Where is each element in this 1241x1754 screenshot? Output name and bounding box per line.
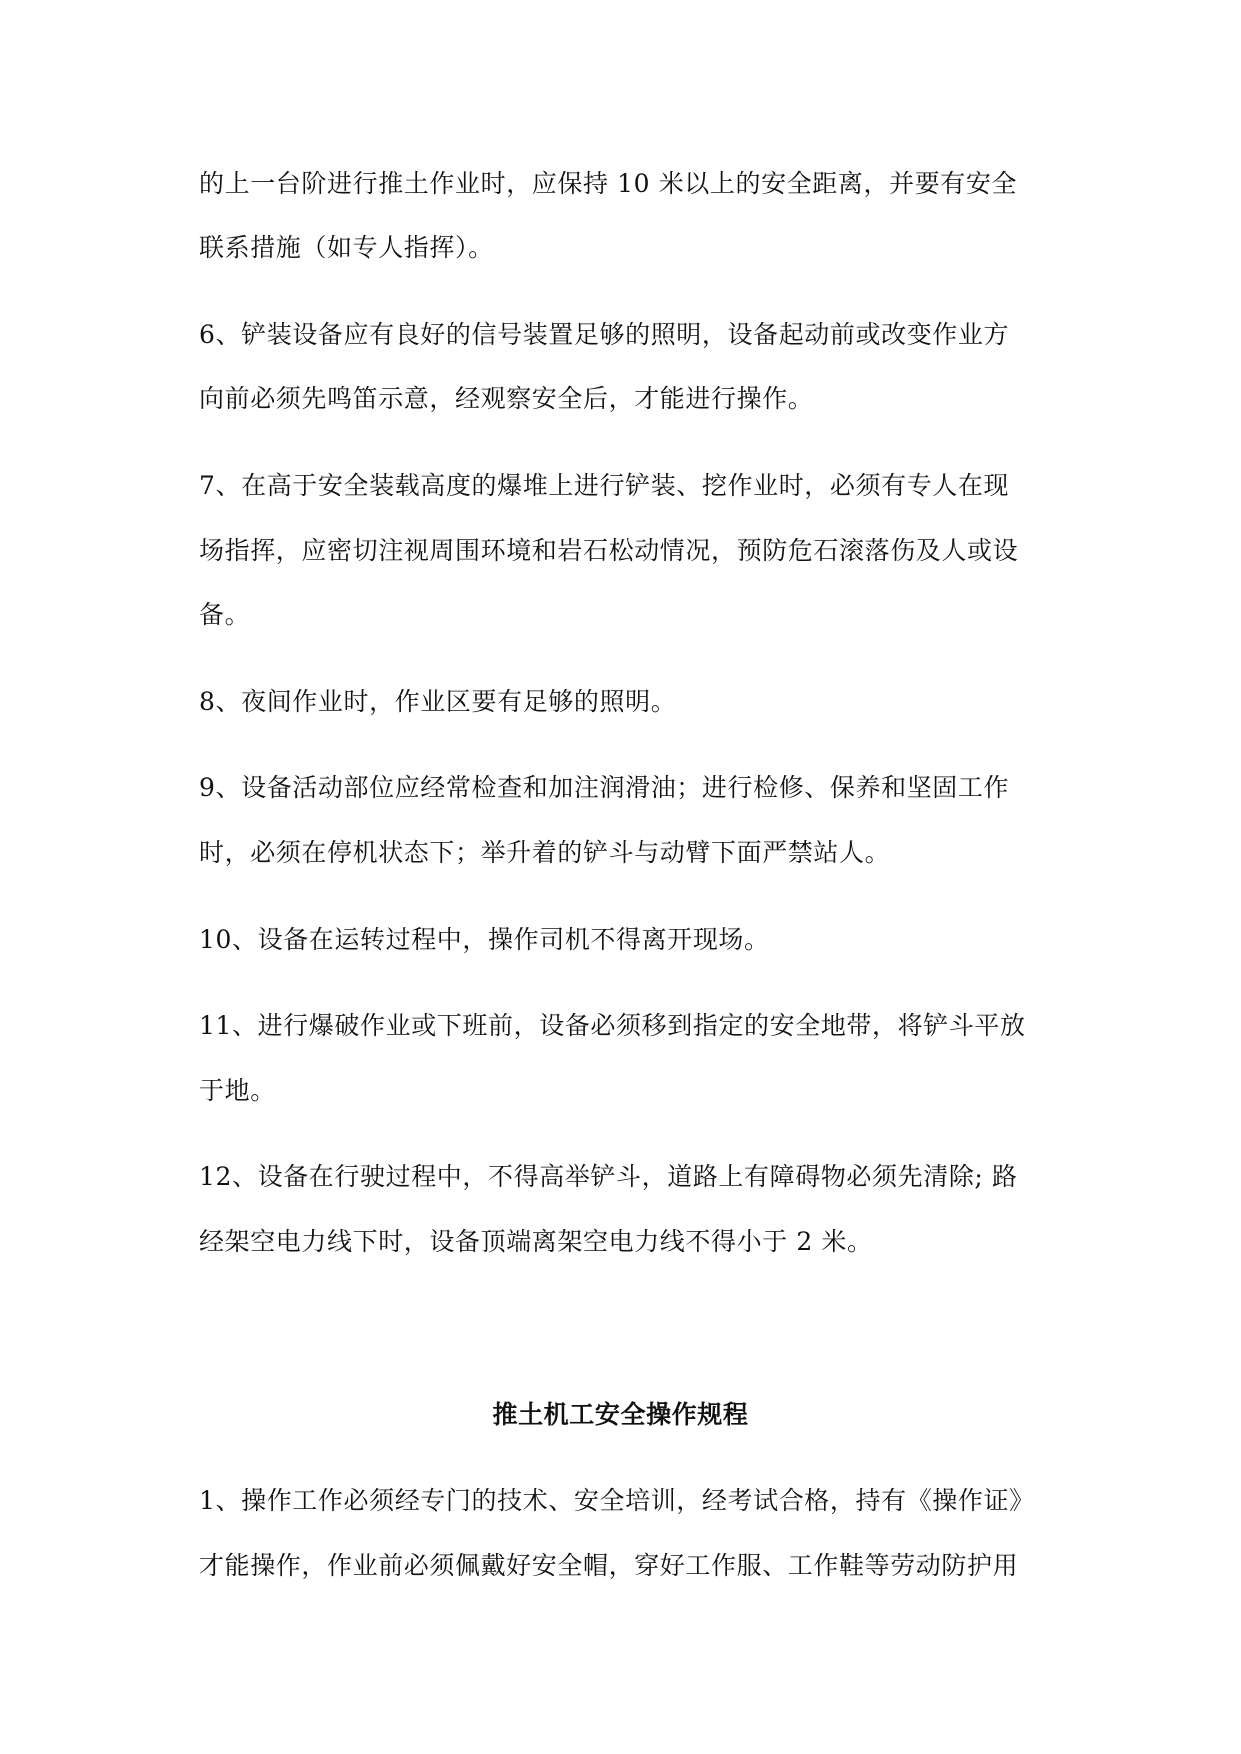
text-line: 6、铲装设备应有良好的信号装置足够的照明，设备起动前或改变作业方 bbox=[199, 320, 1010, 349]
text-line: 的上一台阶进行推土作业时，应保持 10 米以上的安全距离，并要有安全 bbox=[199, 169, 1018, 198]
text-line: 10、设备在运转过程中，操作司机不得离开现场。 bbox=[199, 925, 770, 954]
text-line: 8、夜间作业时，作业区要有足够的照明。 bbox=[199, 687, 677, 716]
text-line: 7、在高于安全装载高度的爆堆上进行铲装、挖作业时，必须有专人在现 bbox=[199, 471, 1010, 500]
text-line: 联系措施（如专人指挥）。 bbox=[199, 233, 494, 262]
text-line: 11、进行爆破作业或下班前，设备必须移到指定的安全地带，将铲斗平放 bbox=[199, 1011, 1026, 1040]
text-line: 经架空电力线下时，设备顶端离架空电力线不得小于 2 米。 bbox=[199, 1227, 873, 1256]
text-line: 9、设备活动部位应经常检查和加注润滑油；进行检修、保养和坚固工作 bbox=[199, 773, 1010, 802]
text-line: 场指挥，应密切注视周围环境和岩石松动情况，预防危石滚落伤及人或设 bbox=[199, 536, 1019, 565]
section-title: 推土机工安全操作规程 bbox=[492, 1400, 749, 1429]
text-line: 12、设备在行驶过程中，不得高举铲斗，道路上有障碍物必须先清除; 路 bbox=[199, 1162, 1018, 1191]
text-line: 1、操作工作必须经专门的技术、安全培训，经考试合格，持有《操作证》 bbox=[199, 1486, 1035, 1515]
text-line: 备。 bbox=[199, 600, 251, 629]
text-line: 向前必须先鸣笛示意，经观察安全后，才能进行操作。 bbox=[199, 384, 814, 413]
text-line: 时，必须在停机状态下；举升着的铲斗与动臂下面严禁站人。 bbox=[199, 838, 891, 867]
text-line: 才能操作，作业前必须佩戴好安全帽，穿好工作服、工作鞋等劳动防护用 bbox=[199, 1551, 1019, 1580]
text-line: 于地。 bbox=[199, 1076, 276, 1105]
